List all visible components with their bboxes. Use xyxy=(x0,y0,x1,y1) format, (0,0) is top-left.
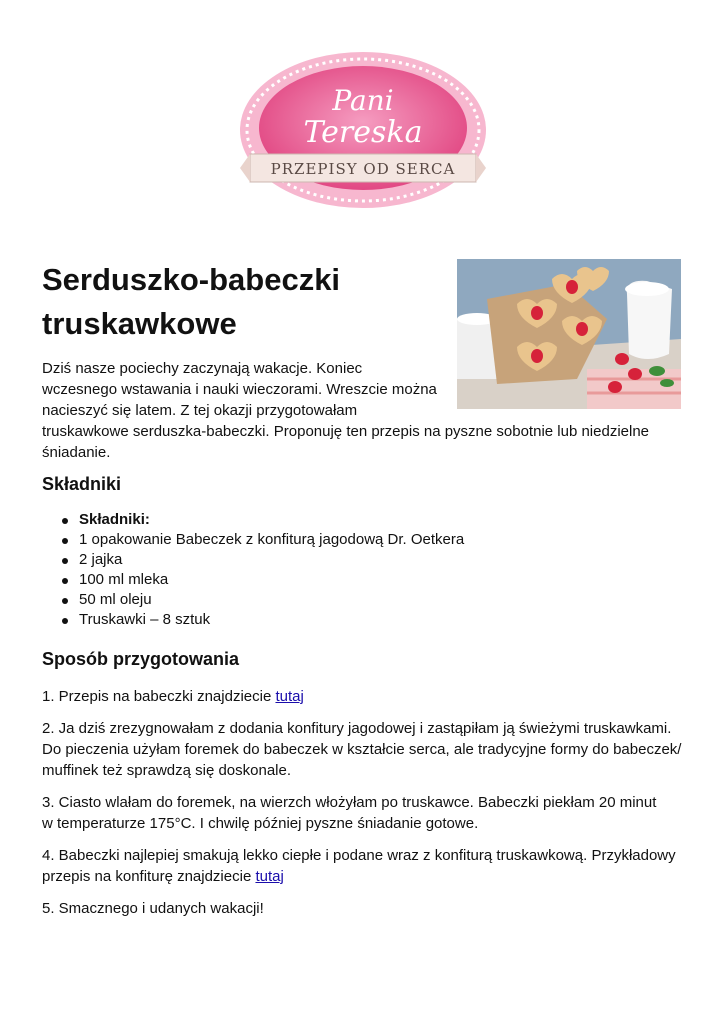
intro-line: nacieszyć się latem. Z tej okazji przygotowałam xyxy=(42,402,358,419)
list-item: 50 ml oleju xyxy=(42,590,464,610)
step-line: 2. Ja dziś zrezygnowałam z dodania konfitury jagodowej i zastąpiłam ją świeżymi truskawkami. xyxy=(42,720,672,737)
intro-paragraph xyxy=(42,358,682,463)
step-line: w temperaturze 175°C. I chwilę później pyszne śniadanie gotowe. xyxy=(42,815,479,832)
intro-line: śniadanie. xyxy=(42,444,111,461)
page-title xyxy=(42,258,422,346)
step-line: 4. Babeczki najlepiej smakują lekko ciepłe i podane wraz z konfiturą truskawkową. Przykładowy xyxy=(42,847,676,864)
method-steps xyxy=(42,686,692,930)
list-item: Truskawki – 8 sztuk xyxy=(42,610,464,630)
step-line: muffinek też sprawdzą się doskonale. xyxy=(42,762,292,779)
logo-line2: Tereska xyxy=(303,115,423,150)
step-4 xyxy=(42,845,692,887)
step-line: 3. Ciasto wlałam do foremek, na wierzch włożyłam po truskawce. Babeczki piekłam 20 minut xyxy=(42,794,657,811)
list-item: 1 opakowanie Babeczek z konfiturą jagodową Dr. Oetkera xyxy=(42,530,464,550)
step-1-link[interactable]: tutaj xyxy=(275,688,304,705)
step-text: 1. Przepis na babeczki znajdziecie xyxy=(42,688,276,705)
step-2 xyxy=(42,718,692,781)
step-4-link[interactable]: tutaj xyxy=(255,868,284,885)
ingredients-heading: Składniki xyxy=(42,474,122,494)
logo-line1: Pani xyxy=(332,84,394,117)
list-item: 2 jajka xyxy=(42,550,464,570)
step-5: 5. Smacznego i udanych wakacji! xyxy=(42,900,264,917)
logo-banner: PRZEPISY OD SERCA xyxy=(270,160,456,178)
title-line2: truskawkowe xyxy=(42,306,237,341)
ingredients-list xyxy=(42,510,464,630)
step-line: przepis na konfiturę znajdziecie xyxy=(42,868,256,885)
intro-line: wczesnego wstawania i nauki wieczorami. Wreszcie można xyxy=(42,381,437,398)
list-item: Składniki: xyxy=(42,510,464,530)
pani-tereska-logo[interactable] xyxy=(238,52,488,212)
intro-line: truskawkowe serduszka-babeczki. Proponuję ten przepis na pyszne sobotnie lub niedzielne xyxy=(42,423,650,440)
step-line: Do pieczenia użyłam foremek do babeczek w kształcie serca, ale tradycyjne formy do babeczek/ xyxy=(42,741,682,758)
method-heading: Sposób przygotowania xyxy=(42,649,240,669)
list-item: 100 ml mleka xyxy=(42,570,464,590)
intro-line: Dziś nasze pociechy zaczynają wakacje. Koniec xyxy=(42,360,363,377)
step-1 xyxy=(42,686,692,707)
title-line1: Serduszko-babeczki xyxy=(42,262,341,297)
step-3 xyxy=(42,792,692,834)
